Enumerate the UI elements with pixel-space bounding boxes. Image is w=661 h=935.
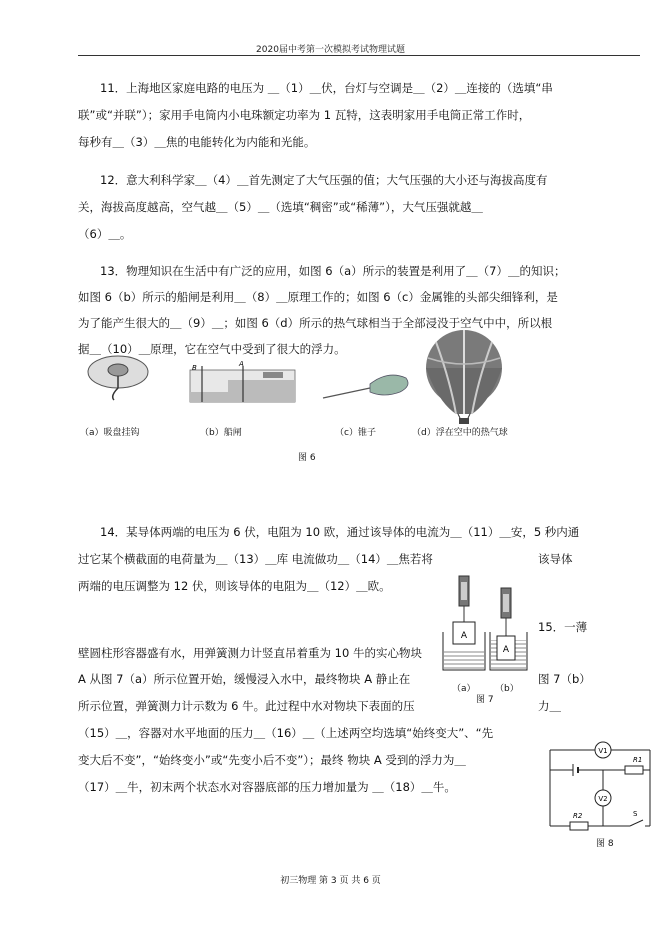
awl-image	[323, 375, 408, 398]
page-footer: 初三物理 第 3 页 共 6 页	[280, 876, 381, 886]
q14-line1: 14．某导体两端的电压为 6 伏，电阻为 10 欧，通过该导体的电流为＿（11）＿安，5 秒内通	[100, 525, 580, 539]
q15-line6: （17）＿牛，初末两个状态水对容器底部的压力增加量为 ＿（18）＿牛。	[78, 780, 456, 794]
figure-7	[435, 570, 535, 705]
q15-line2: A 从图 7（a）所示位置开始，缓慢浸入水中，最终物块 A 静止在	[78, 672, 411, 686]
q14-line2a: 过它某个横截面的电荷量为＿（13）＿库 电流做功＿（14）＿焦若将	[78, 552, 433, 566]
block-b-label: A	[502, 645, 510, 655]
fig6-caption-a: （a）吸盘挂钩	[80, 428, 140, 438]
q15-right3: 力＿	[538, 699, 561, 713]
suction-hook-image	[88, 356, 148, 400]
figure-7-drawing	[435, 570, 535, 705]
q15-line1: 壁圆柱形容器盛有水，用弹簧测力计竖直吊着重为 10 牛的实心物块	[78, 646, 422, 660]
hot-air-balloon-image	[426, 330, 502, 424]
fig6-title: 图 6	[298, 453, 316, 463]
figure-6-drawings	[78, 330, 558, 465]
q13-line4: 据＿（10）＿原理，它在空气中受到了很大的浮力。	[78, 342, 346, 356]
q12-line1: 12．意大利科学家＿（4）＿首先测定了大气压强的值；大气压强的大小还与海拔高度有	[100, 173, 548, 187]
fig7-caption-a: （a）	[452, 684, 476, 694]
resistor-r1-label: R1	[633, 756, 643, 764]
q15-right1: 15．一薄	[538, 620, 588, 634]
fig7-title: 图 7	[476, 695, 494, 705]
q13-line1: 13．物理知识在生活中有广泛的应用，如图 6（a）所示的装置是利用了＿（7）＿的知识；	[100, 264, 566, 278]
q11-line3: 每秒有＿（3）＿焦的电能转化为内能和光能。	[78, 135, 316, 149]
q12-line2: 关，海拔高度越高，空气越＿（5）＿（选填“稠密”或“稀薄”），大气压强就越＿	[78, 200, 483, 214]
page-header: 2020届中考第一次模拟考试物理试题	[256, 45, 405, 55]
ship-lock-image	[190, 360, 295, 402]
fig7-caption-b: （b）	[495, 684, 519, 694]
q14-line2b: 该导体	[538, 552, 573, 566]
fig8-title: 图 8	[596, 839, 614, 849]
voltmeter-v1-label: V1	[598, 747, 608, 755]
fig6-caption-c: （c）锥子	[335, 428, 376, 438]
q14-line3: 两端的电压调整为 12 伏，则该导体的电阻为＿（12）＿欧。	[78, 579, 391, 593]
fig6-caption-d: （d）浮在空中的热气球	[412, 428, 508, 438]
q12-line3: （6）＿。	[78, 227, 132, 241]
fig6-caption-b: （b）船闸	[200, 428, 242, 438]
q15-line5: 变大后不变”，“始终变小”或“先变小后不变”）；最终 物块 A 受到的浮力为＿	[78, 753, 466, 767]
lock-label-b: B	[192, 364, 197, 372]
switch-label: S	[633, 810, 638, 818]
lock-label-a: A	[239, 360, 244, 368]
q13-line3: 为了能产生很大的＿（9）＿；如图 6（d）所示的热气球相当于全部浸没于空气中中，所以根	[78, 316, 553, 330]
circuit-diagram	[545, 740, 655, 840]
block-a-label: A	[460, 631, 468, 641]
q15-line4: （15）＿，容器对水平地面的压力＿（16）＿（上述两空均选填“始终变大”、“先	[78, 726, 494, 740]
figure-6	[78, 330, 558, 465]
q11-line1: 11．上海地区家庭电路的电压为 ＿（1）＿伏，台灯与空调是＿（2）＿连接的（选填“串	[100, 81, 553, 95]
q13-line2: 如图 6（b）所示的船闸是利用＿（8）＿原理工作的；如图 6（c）金属锥的头部尖细锋利，是	[78, 290, 558, 304]
voltmeter-v2-label: V2	[598, 795, 608, 803]
header-rule	[78, 55, 640, 56]
q15-right2: 图 7（b）	[538, 672, 591, 686]
resistor-r2-label: R2	[573, 812, 583, 820]
q11-line2: 联”或“并联”）；家用手电筒内小电珠额定功率为 1 瓦特，这表明家用手电筒正常工作时，	[78, 108, 531, 122]
figure-8	[545, 740, 655, 840]
q15-line3: 所示位置，弹簧测力计示数为 6 牛。此过程中水对物块下表面的压	[78, 699, 415, 713]
